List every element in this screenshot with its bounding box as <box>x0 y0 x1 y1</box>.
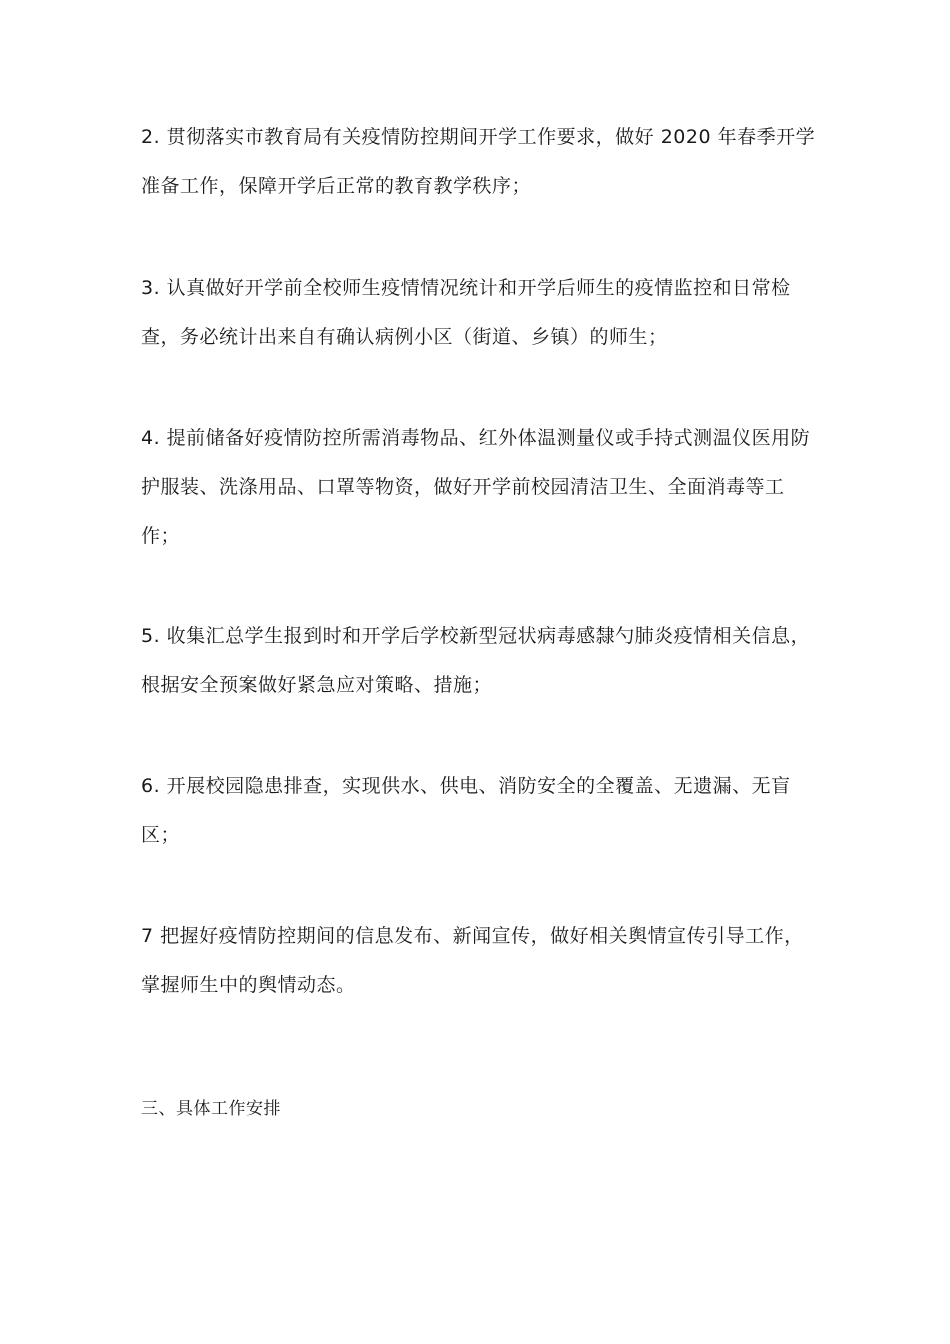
section-heading: 三、具体工作安排 <box>141 1099 281 1119</box>
list-item-5: 5. 收集汇总学生报到时和开学后学校新型冠状病毒感隸勺肺炎疫情相关信息，根据安全预案做好紧急应对策略、措施； <box>141 625 811 696</box>
list-item-7: 7 把握好疫情防控期间的信息发布、新闻宣传，做好相关舆情宣传引导工作，掌握师生中的舆情动态。 <box>141 925 804 996</box>
list-item-6: 6. 开展校园隐患排查，实现供水、供电、消防安全的全覆盖、无遗漏、无盲区； <box>141 775 791 846</box>
list-item-2: 2. 贯彻落实市教育局有关疫情防控期间开学工作要求，做好 2020 年春季开学准备工作，保障开学后正常的教育教学秩序； <box>141 126 816 197</box>
list-item-4: 4. 提前储备好疫情防控所需消毒物品、红外体温测量仪或手持式测温仪医用防护服装、洗涤用品、口罩等物资，做好开学前校园清洁卫生、全面消毒等工作； <box>141 427 811 547</box>
list-item-3: 3. 认真做好开学前全校师生疫情情况统计和开学后师生的疫情监控和日常检查，务必统计出来自有确认病例小区（街道、乡镇）的师生； <box>141 277 791 348</box>
